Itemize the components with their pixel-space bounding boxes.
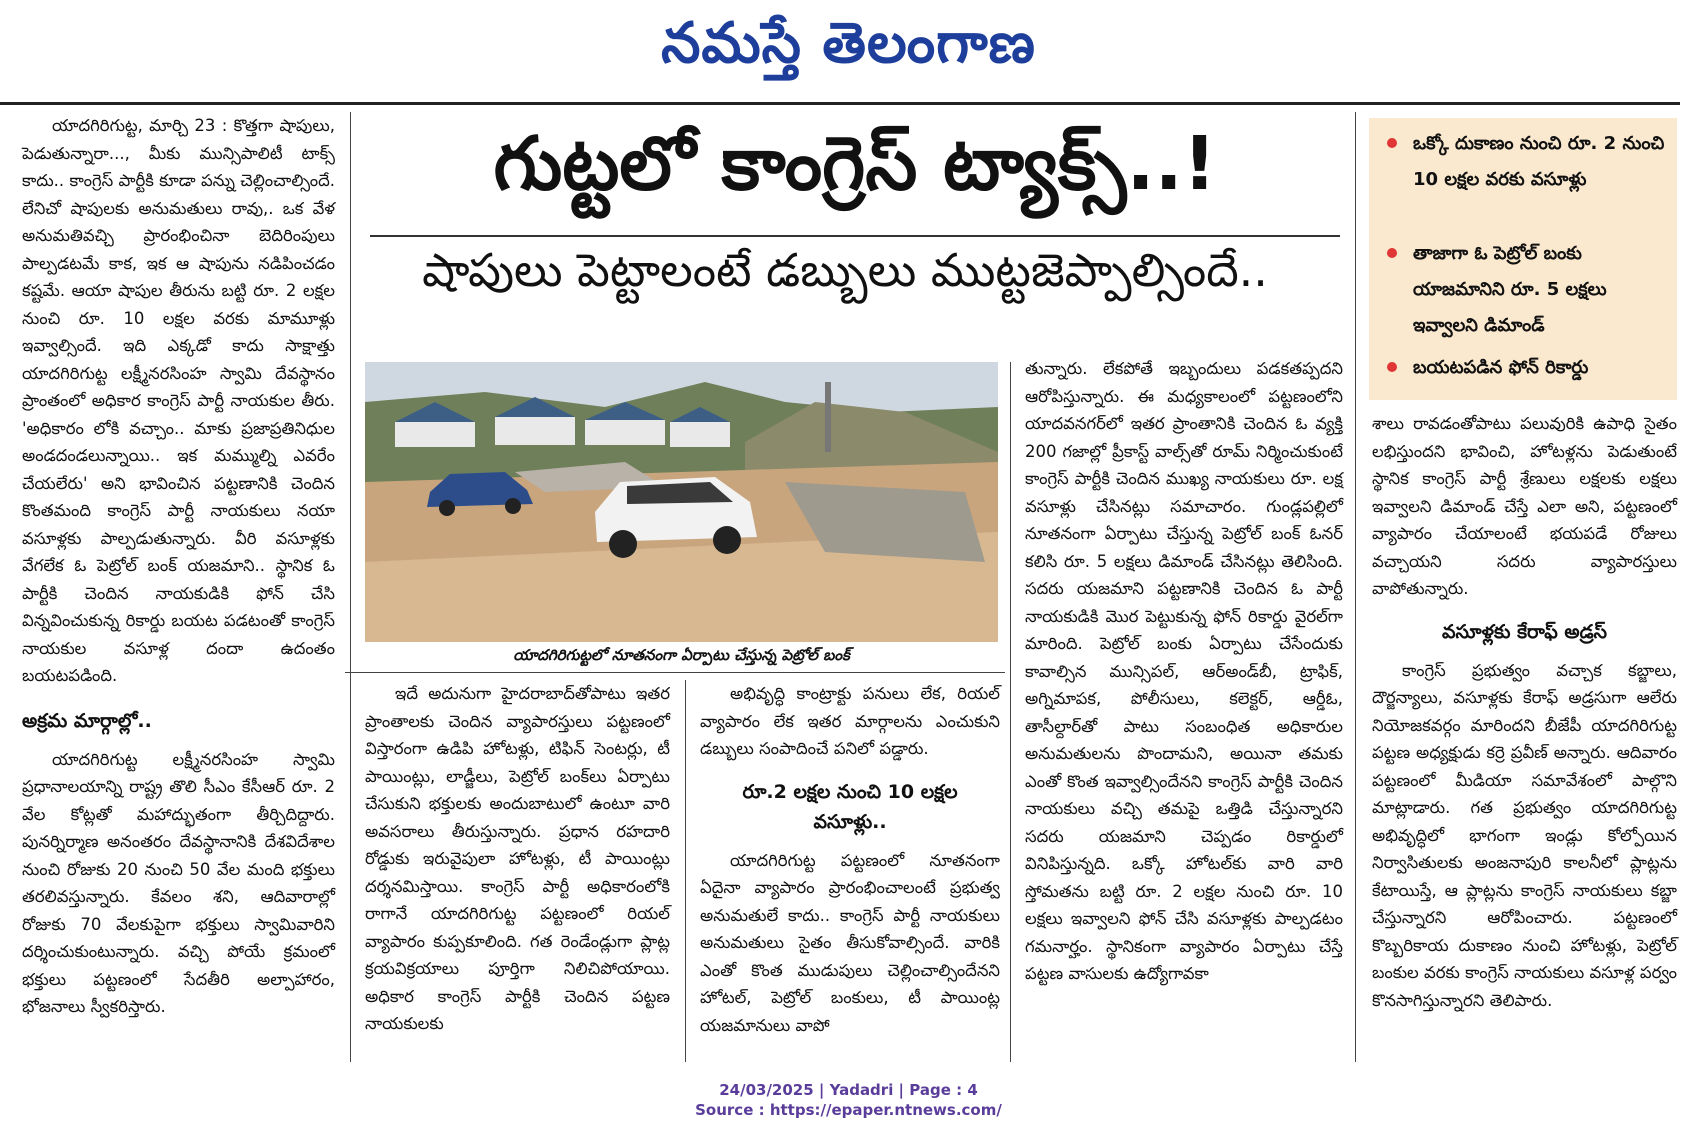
column-divider <box>1010 362 1011 1062</box>
footer-source: Source : https://epaper.ntnews.com/ <box>695 1101 1002 1119</box>
column-5-subtitle: వసూళ్లకు కేరాఫ్ అడ్రస్ <box>1442 620 1607 643</box>
bullet-icon <box>1387 248 1397 258</box>
newspaper-logo: నమస్తే తెలంగాణ <box>661 10 1036 76</box>
column-4-text: తున్నారు. లేకపోతే ఇబ్బందులు పడకతప్పదని ఆరోపిస్తున్నారు. ఈ మధ్యకాలంలో పట్టణంలోని యాదవనగర్‌లో ఇతర ప్రాంతానికి చెందిన ఓ వ్యక్తి 200 గజాల్లో ప్రీకాస్ట్ వాల్స్‌తో రూమ్ నిర్మించుకుంటే కాంగ్రెస్ పార్టీకి చెందిన ముఖ్య నాయకులు రూ. లక్ష వసూళ్లు చేసినట్లు సమాచారం. గుండ్లపల్లిలో నూతనంగా ఏర్పాటు చేస్తున్న పెట్రోల్ బంక్ ఓనర్ కలిసి రూ. 5 లక్షలు డిమాండ్ చేసినట్లు తెలిసింది. సదరు యజమాని పట్టణానికి చెందిన ఓ పార్టీ నాయకుడికి మొర పెట్టుకున్న ఫోన్ రికార్డు వైరల్‌గా మారింది. పెట్రోల్ బంకు ఏర్పాటు చేసేందుకు కావాల్సిన మున్సిపల్, ఆర్‌అండ్‌బీ, ట్రాఫిక్, అగ్నిమాపక, పోలీసులు, కలెక్టర్, ఆర్డీఓ, తాసీల్దార్‌తో పాటు సంబంధిత అధికారుల అనుమతులను పొందామని, అయినా తమకు ఎంతో కొంత ఇవ్వాల్సిందేనని కాంగ్రెస్ పార్టీకి చెందిన నాయకులు వచ్చి తమపై ఒత్తిడి చేస్తున్నారని సదరు యజమాని చెప్పడం రికార్డులో వినిపిస్తున్నది. ఒక్కో హోటల్‌కు వారి వారి స్తోమతను బట్టి రూ. 2 లక్షల నుంచి రూ. 10 లక్షలు ఇవ్వాలని ఫోన్ చేసి వసూళ్లకు పాల్పడటం గమనార్హం. స్థానికంగా వ్యాపారం ఏర్పాటు చేస్తే పట్టణ వాసులకు ఉద్యోగావకా <box>1025 359 1343 983</box>
column-1-text: యాదగిరిగుట్ట, మార్చి 23 : కొత్తగా షాపులు, పెడుతున్నారా..., మీకు మున్సిపాలిటీ టాక్స్ కాదు.. కాంగ్రెస్ పార్టీకి కూడా పన్ను చెల్లించాల్సిందే. లేనిచో షాపులకు అనుమతులు రావు,. ఒక వేళ అనుమతివచ్చి ప్రారంభించినా బెదిరింపులు పాల్పడటమే కాక, ఇక ఆ షాపును నడిపించడం కష్టమే. ఆయా షాపుల తీరును బట్టి రూ. 2 లక్షల నుంచి రూ. 10 లక్షల వరకు మామూళ్లు ఇవ్వాల్సిందే. ఇది ఎక్కడో కాదు సాక్షాత్తు యాదగిరిగుట్ట లక్ష్మీనరసింహ స్వామి దేవస్థానం ప్రాంతంలో అధికార కాంగ్రెస్ పార్టీ నాయకుల తీరు. 'అధికారం లోకి వచ్చాం.. మాకు ప్రజాప్రతినిధుల అండదండలున్నాయి.. ఇక మమ్ముల్ని ఎవరేం చేయలేరు' అని భావించిన పట్టణానికి చెందిన కొంతమంది కాంగ్రెస్ పార్టీ నాయకులు నయా వసూళ్లకు పాల్పడుతున్నారు. వీరి వసూళ్లకు వేగలేక ఓ పెట్రోల్ బంక్ యజమాని.. స్థానిక ఓ పార్టీకి చెందిన నాయకుడికి ఫోన్ చేసి విన్నవించుకున్న రికార్డు బయట పడటంతో కాంగ్రెస్ నాయకుల వసూళ్ల దందా ఉదంతం బయటపడింది. <box>22 116 335 685</box>
column-3-text: అభివృద్ధి కాంట్రాక్టు పనులు లేక, రియల్ వ్యాపారం లేక ఇతర మార్గాలను ఎంచుకుని డబ్బులు సంపాదించే పనిలో పడ్డారు. <box>700 684 1000 758</box>
column-divider <box>350 112 351 1062</box>
photo-caption: యాదగిరిగుట్టలో నూతనంగా ఏర్పాటు చేస్తున్న పెట్రోల్ బంక్ <box>513 646 850 664</box>
article-photo <box>365 362 998 642</box>
bullet-icon <box>1387 138 1397 148</box>
subhead-rule <box>370 235 1340 237</box>
column-1-text-2: యాదగిరిగుట్ట లక్ష్మీనరసింహ స్వామి ప్రధానాలయాన్ని రాష్ట్ర తొలి సీఎం కేసీఆర్ రూ. 2 వేల కోట్లతో మహాద్భుతంగా తీర్చిదిద్దారు. పునర్నిర్మాణ అనంతరం దేవస్థానానికి దేశవిదేశాల నుంచి రోజుకు 20 నుంచి 50 వేల మంది భక్తులు తరలివస్తున్నారు. కేవలం శని, ఆదివారాల్లో రోజుకు 70 వేలకుపైగా భక్తులు స్వామివారిని దర్శించుకుంటున్నారు. వచ్చి పోయే క్రమంలో భక్తులు పట్టణంలో సేదతీరి అల్పాహారం, భోజనాలు స్వీకరిస్తారు. <box>22 749 335 1016</box>
highlights-box <box>1369 118 1677 400</box>
column-3-text-2: యాదగిరిగుట్ట పట్టణంలో నూతనంగా ఏదైనా వ్యాపారం ప్రారంభించాలంటే ప్రభుత్వ అనుమతులే కాదు.. కాంగ్రెస్ పార్టీ నాయకులు అనుమతులు సైతం తీసుకోవాల్సిందే. వారికి ఎంతో కొంత ముడుపులు చెల్లించాల్సిందేనని హోటల్, పెట్రోల్ బంకులు, టీ పాయింట్ల యజమానులు వాపో <box>700 850 1000 1035</box>
column-5 <box>1372 410 1677 1014</box>
column-3 <box>700 680 1000 1039</box>
footer-date-edition: 24/03/2025 | Yadadri | Page : 4 <box>719 1081 978 1099</box>
caption-rule <box>345 672 1005 673</box>
masthead <box>0 0 1697 100</box>
column-1 <box>22 112 335 1021</box>
headline: గుట్టలో కాంగ్రెస్ ట్యాక్స్..! <box>493 121 1217 207</box>
column-1-subtitle: అక్రమ మార్గాల్లో.. <box>22 709 152 732</box>
highlight-item: తాజాగా ఓ పెట్రోల్ బంకు యాజమానిని రూ. 5 లక్షలు ఇవ్వాలని డిమాండ్ <box>1413 236 1673 344</box>
column-2-text: ఇదే అదునుగా హైదరాబాద్‌తోపాటు ఇతర ప్రాంతాలకు చెందిన వ్యాపారస్తులు పట్టణంలో విస్తారంగా ఉడిపి హోటళ్లు, టిఫిన్ సెంటర్లు, టీ పాయింట్లు, లాడ్జీలు, పెట్రోల్ బంక్‌లు ఏర్పాటు చేసుకుని భక్తులకు అందుబాటులో ఉంటూ వారి అవసరాలు తీరుస్తున్నారు. ప్రధాన రహదారి రోడ్డుకు ఇరువైపులా హోటళ్లు, టీ పాయింట్లు దర్శనమిస్తాయి. కాంగ్రెస్ పార్టీ అధికారంలోకి రాగానే యాదగిరిగుట్ట పట్టణంలో రియల్ వ్యాపారం కుప్పకూలింది. గత రెండేండ్లుగా ప్లాట్ల క్రయవిక్రయాలు పూర్తిగా నిలిచిపోయాయి. అధికార కాంగ్రెస్ పార్టీకి చెందిన పట్టణ నాయకులకు <box>365 684 670 1033</box>
column-3-subtitle: రూ.2 లక్షల నుంచి 10 లక్షల వసూళ్లు.. <box>742 780 958 833</box>
bullet-icon <box>1387 362 1397 372</box>
subheadline: షాపులు పెట్టాలంటే డబ్బులు ముట్టజెప్పాల్సిందే.. <box>422 243 1268 297</box>
column-4 <box>1025 355 1343 988</box>
column-divider <box>685 680 686 1062</box>
highlight-item: బయటపడిన ఫోన్ రికార్డు <box>1413 350 1673 386</box>
page-footer <box>0 1080 1697 1120</box>
column-divider <box>1355 112 1356 1062</box>
highlight-item: ఒక్కో దుకాణం నుంచి రూ. 2 నుంచి 10 లక్షల వరకు వసూళ్లు <box>1413 126 1673 198</box>
petrol-bunk-site-image <box>365 362 998 642</box>
column-5-text: శాలు రావడంతోపాటు పలువురికి ఉపాధి సైతం లభిస్తుందని భావించి, హోటళ్లను పెడుతుంటే స్థానిక కాంగ్రెస్ పార్టీ శ్రేణులు లక్షలకు లక్షలు ఇవ్వాలని డిమాండ్ చేస్తే ఎలా అని, పట్టణంలో వ్యాపారం చేయాలంటే భయపడే రోజులు వచ్చాయని సదరు వ్యాపారస్తులు వాపోతున్నారు. <box>1372 414 1677 598</box>
column-2 <box>365 680 670 1038</box>
masthead-rule <box>0 102 1680 105</box>
column-5-text-2: కాంగ్రెస్ ప్రభుత్వం వచ్చాక కబ్జాలు, దౌర్జన్యాలు, వసూళ్లకు కేరాఫ్ అడ్రసుగా ఆలేరు నియోజకవర్గం మారిందని బీజేపీ యాదగిరిగుట్ట పట్టణ అధ్యక్షుడు కర్రె ప్రవీణ్ అన్నారు. ఆదివారం పట్టణంలో మీడియా సమావేశంలో పాల్గొని మాట్లాడారు. గత ప్రభుత్వం యాదగిరిగుట్ట అభివృద్ధిలో భాగంగా ఇండ్లు కోల్పోయిన నిర్వాసితులకు అంజనాపురి కాలనీలో ప్లాట్లను కేటాయిస్తే, ఆ ప్లాట్లను కాంగ్రెస్ నాయకులు కబ్జా చేస్తున్నారని ఆరోపించారు. పట్టణంలో కొబ్బరికాయ దుకాణం నుంచి హోటళ్లు, పెట్రోల్ బంకుల వరకు కాంగ్రెస్ నాయకులు వసూళ్ల పర్వం కొనసాగిస్తున్నారని తెలిపారు. <box>1372 660 1677 1010</box>
